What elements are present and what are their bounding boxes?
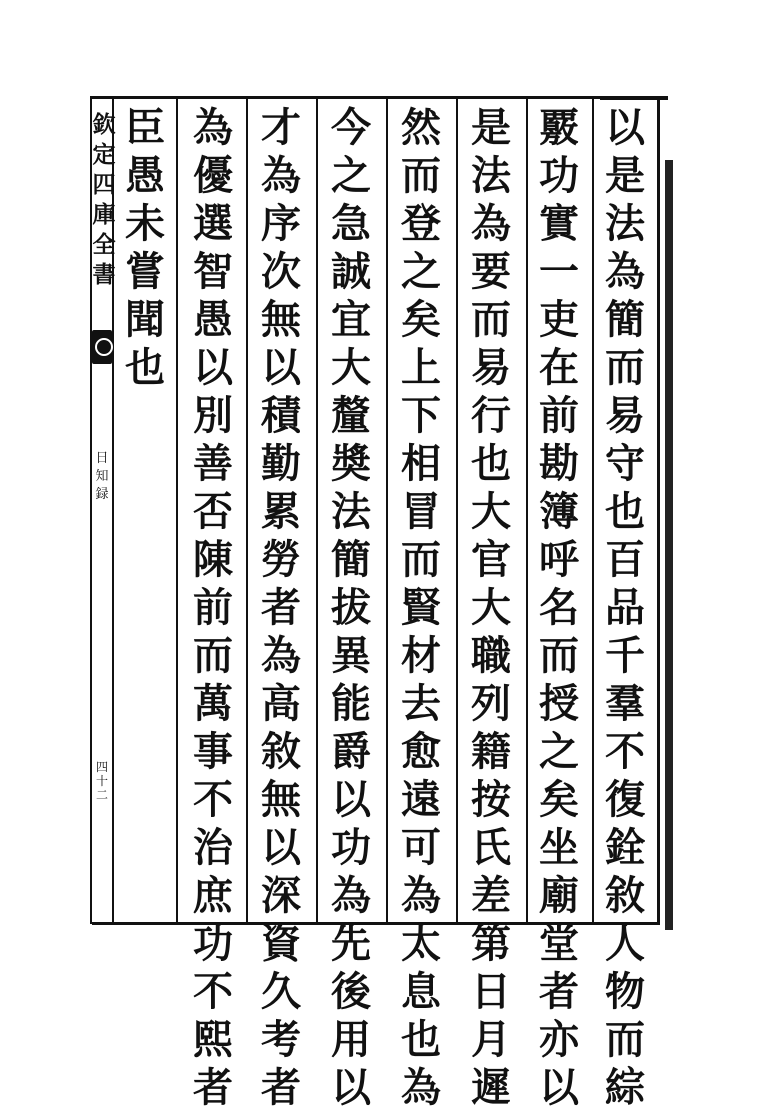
text-column-7: 為優選智愚以別善否陳前而萬事不治庶功不熙者	[193, 104, 233, 1111]
column-rule	[456, 99, 458, 922]
column-rule	[316, 99, 318, 922]
fishtail-mark-inner	[95, 338, 113, 356]
column-rule	[176, 99, 178, 922]
column-rule	[386, 99, 388, 922]
column-rule	[592, 99, 594, 922]
book-title: 欽定四庫全書	[92, 111, 116, 288]
text-column-8: 臣愚未嘗聞也	[125, 104, 165, 391]
text-column-6: 才為序次無以積勤累勞者為高敘無以深資久考者	[261, 104, 301, 1111]
chapter-title: 日知録	[95, 451, 109, 502]
frame-right-border	[657, 96, 660, 924]
column-rule	[246, 99, 248, 922]
text-column-5: 今之急誠宜大釐奬法簡拔異能爵以功為先後用以	[331, 104, 371, 1111]
text-column-3: 是法為要而易行也大官大職列籍按氏差第日月遲	[471, 104, 511, 1111]
text-column-2: 覈功實一吏在前勘簿呼名而授之矣坐廟堂者亦以	[539, 104, 579, 1111]
page-number: 四十二	[95, 760, 108, 802]
text-column-1: 以是法為簡而易守也百品千羣不復銓敘人物而綜	[605, 104, 645, 1111]
frame-top-border	[92, 96, 668, 99]
column-rule	[526, 99, 528, 922]
page-edge-shadow	[665, 160, 673, 930]
text-column-4: 然而登之矣上下相冒而賢材去愈遠可為太息也為	[401, 104, 441, 1111]
